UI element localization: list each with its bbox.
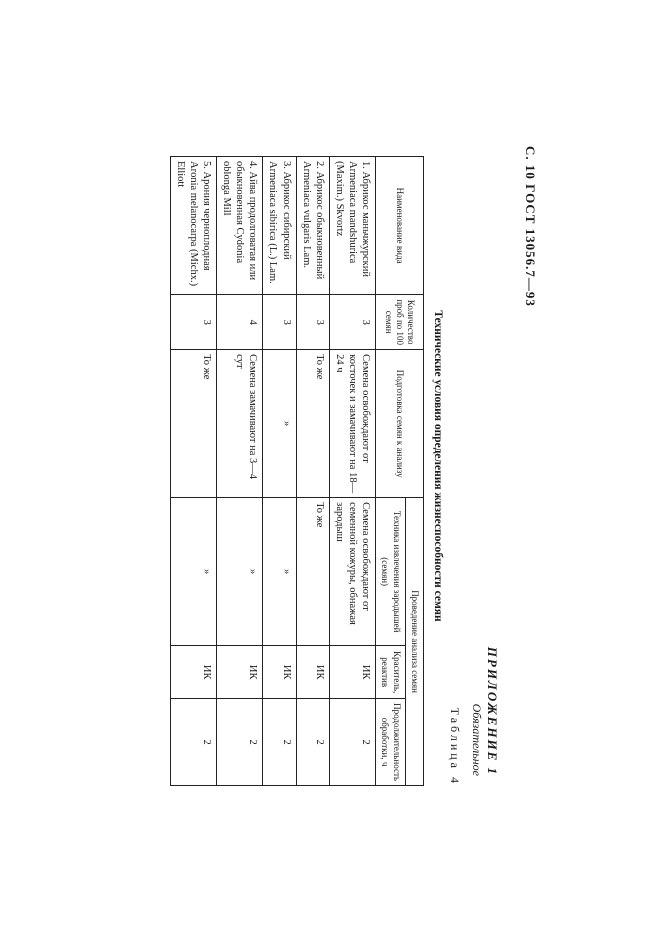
cell-count: 3 (170, 295, 216, 350)
cell-count: 3 (263, 295, 296, 350)
cell-prep: Семена освобождают от косточек и замачивают на 18—24 ч (329, 350, 375, 498)
header-count: Количество проб по 100 семян (376, 295, 424, 350)
table-row (296, 157, 329, 786)
table-row (170, 157, 216, 786)
cell-count: 3 (329, 295, 375, 350)
header-duration: Продолжительность обработки, ч (376, 699, 406, 786)
header-name: Наименование вида (376, 157, 424, 295)
page-header (516, 146, 538, 786)
header-prep: Подготовка семян к анализу (376, 350, 424, 498)
cell-name: 2. Абрикос обыкновенный Armeniaca vulgaris Lam. (296, 157, 329, 295)
cell-dye: ИК (217, 646, 263, 699)
cell-dye: ИК (170, 646, 216, 699)
cell-name: 4. Айва продолговатая или обыкновенная Cydonia oblonga Mill (217, 157, 263, 295)
cell-tech: » (217, 498, 263, 646)
cell-dye: ИК (329, 646, 375, 699)
table-row (329, 157, 375, 786)
cell-name: 5. Арония черноплодная Aronia melanocarpa (Michx.) Elliott (170, 157, 216, 295)
header-analysis-group: Проведение анализа семян (405, 498, 423, 786)
cell-tech: » (170, 498, 216, 646)
cell-count: 3 (296, 295, 329, 350)
appendix-title: ПРИЛОЖЕНИЕ 1 (485, 646, 500, 776)
cell-prep: Семена замачивают на 3—4 сут (217, 350, 263, 498)
cell-duration: 2 (170, 699, 216, 786)
cell-prep: То же (296, 350, 329, 498)
rotated-document-page (118, 146, 538, 806)
page-number: С. 10 ГОСТ 13056.7—93 (523, 146, 538, 307)
cell-name: 1. Абрикос маньчжурский Armeniaca mandshurica (Maxim.) Skvortz (329, 157, 375, 295)
appendix-subtitle: Обязательное (470, 703, 484, 776)
cell-prep: То же (170, 350, 216, 498)
cell-duration: 2 (217, 699, 263, 786)
table-number: Таблица 4 (448, 707, 462, 786)
cell-prep: » (263, 350, 296, 498)
table-title: Технические условия определения жизнеспособности семян (432, 310, 444, 622)
table-row (263, 157, 296, 786)
cell-tech: Семена освобождают от семенной кожуры, обнажая зародыш (329, 498, 375, 646)
cell-duration: 2 (329, 699, 375, 786)
cell-name: 3. Абрикос сибирский Armeniaca sibirica (L.) Lam. (263, 157, 296, 295)
appendix-block (469, 396, 500, 776)
table-row (217, 157, 263, 786)
cell-tech: » (263, 498, 296, 646)
cell-dye: ИК (263, 646, 296, 699)
cell-duration: 2 (263, 699, 296, 786)
cell-tech: То же (296, 498, 329, 646)
viability-table (170, 156, 424, 786)
cell-count: 4 (217, 295, 263, 350)
header-dye: Краситель, реактив (376, 646, 406, 699)
cell-dye: ИК (296, 646, 329, 699)
header-tech: Техника извлечения зародышей (семян) (376, 498, 406, 646)
cell-duration: 2 (296, 699, 329, 786)
